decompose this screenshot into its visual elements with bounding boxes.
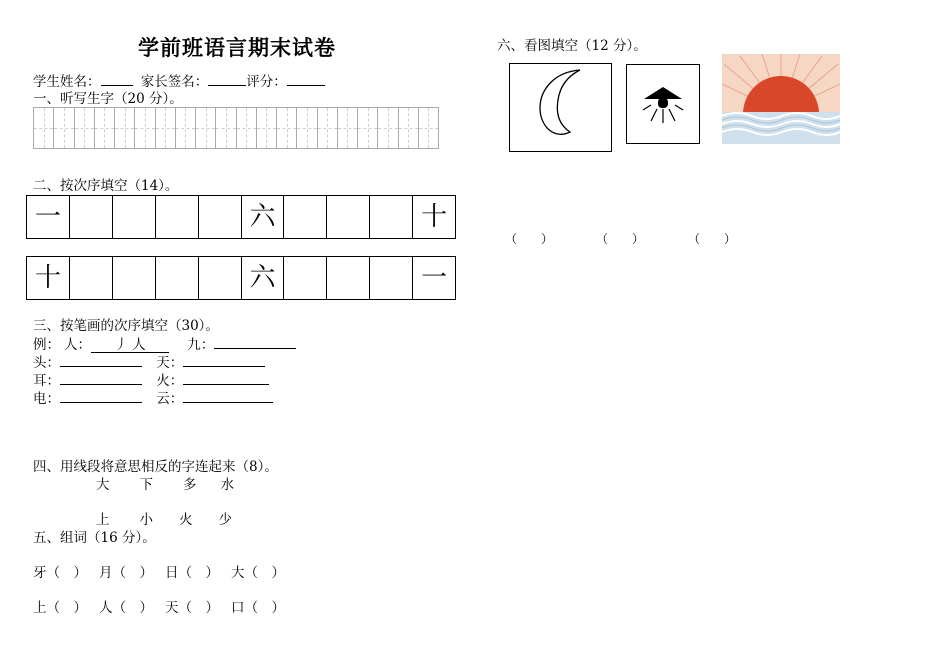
opposite-char[interactable]: 上	[96, 512, 110, 528]
lamp-picture	[626, 64, 700, 144]
seq2-cell[interactable]	[69, 257, 112, 299]
dictation-cell[interactable]	[337, 108, 357, 148]
opposite-char[interactable]: 少	[218, 512, 232, 528]
stroke-item-label: 头：	[33, 355, 60, 371]
word-item[interactable]: 天（ ）	[165, 600, 219, 616]
name-blank[interactable]	[101, 73, 133, 86]
opposite-char[interactable]: 小	[139, 512, 153, 528]
seq2-cell[interactable]	[198, 257, 241, 299]
page-title: 学前班语言期末试卷	[138, 35, 336, 60]
dictation-cell[interactable]	[377, 108, 397, 148]
dictation-cell[interactable]	[215, 108, 235, 148]
word-item[interactable]: 人（ ）	[99, 600, 153, 616]
opposite-top-row	[96, 477, 234, 493]
dictation-cell[interactable]	[195, 108, 215, 148]
moon-picture	[509, 63, 612, 152]
dictation-cell[interactable]	[357, 108, 377, 148]
stroke-example	[33, 336, 296, 353]
name-label: 学生姓名：	[33, 74, 101, 90]
seq2-cell: 六	[241, 257, 284, 299]
seq2-cell[interactable]	[155, 257, 198, 299]
dictation-cell[interactable]	[155, 108, 175, 148]
section-2-title: 二、按次序填空（14）。	[33, 178, 179, 194]
seq1-cell[interactable]	[326, 196, 369, 238]
section-4-title: 四、用线段将意思相反的字连起来（8）。	[33, 459, 278, 475]
dictation-cell[interactable]	[175, 108, 195, 148]
seq2-cell: 十	[34, 263, 61, 293]
stroke-blank[interactable]	[60, 354, 142, 367]
sequence-row-2	[26, 256, 456, 300]
seq2-cell[interactable]	[369, 257, 412, 299]
seq2-cell: 一	[412, 257, 455, 299]
dictation-cell[interactable]	[276, 108, 296, 148]
dictation-cell[interactable]	[94, 108, 114, 148]
score-label: 评分：	[246, 74, 287, 90]
seq1-cell[interactable]	[69, 196, 112, 238]
seq2-cell[interactable]	[112, 257, 155, 299]
seq1-cell[interactable]	[112, 196, 155, 238]
dictation-cell[interactable]	[74, 108, 94, 148]
section-3-title: 三、按笔画的次序填空（30）。	[33, 318, 219, 334]
stroke-blank[interactable]	[183, 390, 273, 403]
answer-paren-3[interactable]: （ ）	[688, 232, 737, 246]
word-item[interactable]: 牙（ ）	[33, 565, 87, 581]
dictation-cell[interactable]	[134, 108, 154, 148]
word-item[interactable]: 口（ ）	[231, 600, 285, 616]
word-row-1	[33, 565, 285, 581]
word-row-2	[33, 600, 285, 616]
stroke-row	[33, 390, 273, 407]
dictation-cell[interactable]	[114, 108, 134, 148]
stroke-blank[interactable]	[214, 336, 296, 349]
seq1-cell[interactable]	[198, 196, 241, 238]
answer-paren-2[interactable]: （ ）	[596, 232, 645, 246]
stroke-row	[33, 354, 265, 371]
opposite-char[interactable]: 水	[220, 477, 234, 493]
seq1-cell[interactable]	[369, 196, 412, 238]
dictation-cell[interactable]	[398, 108, 418, 148]
seq1-cell[interactable]	[155, 196, 198, 238]
dictation-cell[interactable]	[236, 108, 256, 148]
dictation-cell[interactable]	[317, 108, 337, 148]
stroke-item-label: 云：	[156, 391, 184, 407]
opposite-bottom-row	[96, 512, 232, 528]
word-item[interactable]: 月（ ）	[99, 565, 153, 581]
section-5-title: 五、组词（16 分）。	[33, 530, 156, 546]
opposite-char[interactable]: 大	[96, 477, 110, 493]
opposite-char[interactable]: 多	[183, 477, 197, 493]
seq2-cell[interactable]	[283, 257, 326, 299]
seq1-cell: 六	[241, 196, 284, 238]
example-char: 人：	[64, 337, 91, 353]
word-item[interactable]: 上（ ）	[33, 600, 87, 616]
seq1-cell: 一	[34, 202, 61, 232]
stroke-item-label: 火：	[156, 373, 184, 389]
stroke-item-label: 耳：	[33, 373, 60, 389]
stroke-blank[interactable]	[183, 354, 265, 367]
seq2-cell[interactable]	[326, 257, 369, 299]
stroke-item-label: 天：	[156, 355, 184, 371]
example-label: 例：	[33, 337, 60, 353]
word-item[interactable]: 日（ ）	[165, 565, 219, 581]
stroke-blank[interactable]	[60, 372, 142, 385]
stroke-item-label: 电：	[33, 391, 60, 407]
stroke-row	[33, 372, 269, 389]
section-6-title: 六、看图填空（12 分）。	[497, 38, 647, 54]
section-1-title: 一、听写生字（20 分）。	[33, 91, 183, 107]
sequence-row-1	[26, 195, 456, 239]
stroke-blank[interactable]	[60, 390, 142, 403]
dictation-cell[interactable]	[34, 108, 53, 148]
example-answer: 丿 人	[91, 338, 169, 353]
sunrise-picture	[722, 54, 840, 144]
word-item[interactable]: 大（ ）	[231, 565, 285, 581]
sunrise-icon	[722, 54, 840, 144]
dictation-cell[interactable]	[256, 108, 276, 148]
dictation-cell[interactable]	[296, 108, 316, 148]
dictation-grid	[33, 107, 439, 149]
parent-blank[interactable]	[208, 73, 246, 86]
opposite-char[interactable]: 下	[139, 477, 153, 493]
stroke-blank[interactable]	[183, 372, 269, 385]
dictation-cell[interactable]	[418, 108, 438, 148]
parent-label: 家长签名：	[140, 74, 209, 90]
seq1-cell: 十	[412, 196, 455, 238]
header-info	[33, 73, 325, 90]
dictation-cell[interactable]	[53, 108, 73, 148]
stroke-item-label: 九：	[187, 337, 215, 353]
moon-icon	[510, 64, 611, 151]
opposite-char[interactable]: 火	[179, 512, 193, 528]
score-blank[interactable]	[287, 73, 325, 86]
answer-paren-1[interactable]: （ ）	[505, 232, 554, 246]
lamp-icon	[627, 65, 699, 143]
seq1-cell[interactable]	[283, 196, 326, 238]
